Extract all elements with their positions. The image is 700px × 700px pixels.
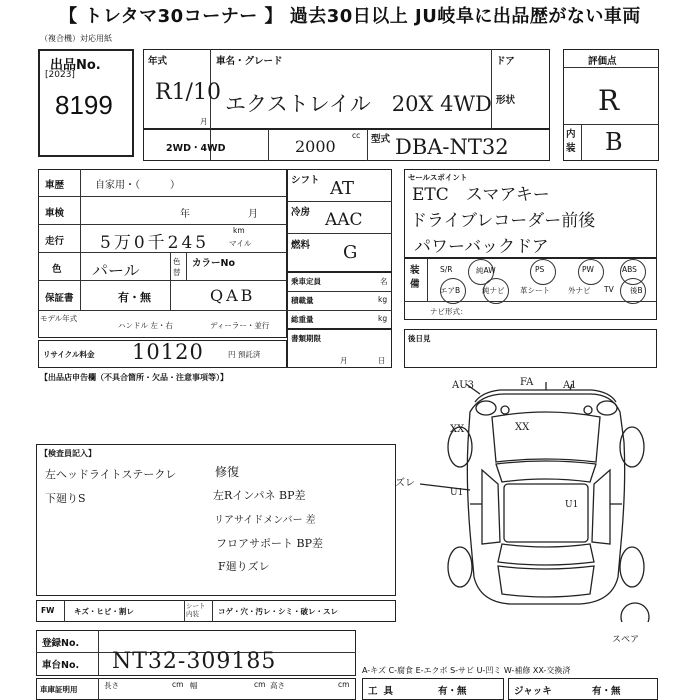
- dims-label: 車庫証明用: [40, 685, 78, 694]
- equip-ext-navi: 外ナビ: [568, 286, 591, 295]
- inspector-note-4: 左Rインパネ BP差: [213, 489, 306, 502]
- listing-number: 8199: [55, 90, 113, 120]
- equip-tv: TV: [604, 285, 614, 294]
- mark-front-bumper: AU3: [452, 380, 475, 391]
- mileage-unit-km: km: [233, 226, 245, 235]
- equipment-label: 装備: [410, 265, 420, 290]
- gross-label: 総重量: [291, 315, 314, 324]
- banner-title: 【 トレタマ30コーナー 】 過去30日以上 JU岐阜に出品歴がない車両: [59, 6, 641, 27]
- dims-height: 高さ: [270, 681, 285, 690]
- registration-day-unit: 日: [378, 356, 386, 365]
- drive-label: 2WD・4WD: [166, 143, 226, 154]
- mark-front-center: FA: [520, 377, 534, 388]
- recycle-label: リサイクル料金: [43, 350, 95, 359]
- mark-left-front: XX: [450, 424, 465, 435]
- sales-point-label: セールスポイント: [408, 173, 468, 182]
- equip-sr: S/R: [440, 265, 453, 274]
- later-date-label: 後日見: [408, 334, 431, 343]
- equip-abs: ABS: [622, 265, 637, 274]
- color-no-label: カラーNo: [192, 258, 235, 269]
- reg-no-label: 登録No.: [42, 638, 80, 649]
- code-fw: FW: [41, 606, 55, 615]
- equip-navi: 純ナビ: [482, 286, 505, 295]
- dims-length-unit: cm: [172, 680, 184, 689]
- car-name-value: エクストレイル 20X 4WD: [225, 92, 492, 116]
- sales-point-line-2: ドライブレコーダー前後: [410, 211, 596, 231]
- equip-airbag: エアB: [440, 286, 461, 295]
- sheet-note-top: （複合機）対応用紙: [40, 34, 112, 43]
- inspection-month-unit: 月: [248, 209, 258, 220]
- ac-value: AAC: [325, 210, 363, 230]
- mark-right-door: U1: [565, 500, 579, 510]
- sales-point-line-3: パワーバックドア: [414, 237, 549, 257]
- exhibitor-note-label: 【出品店申告欄（不具合箇所・欠品・注意事項等）】: [40, 373, 228, 382]
- mark-left-side: ズレ: [395, 478, 415, 489]
- equip-alloy: 純AW: [476, 266, 496, 275]
- car-diagram: [400, 372, 670, 622]
- chassis-label: 車台No.: [42, 660, 80, 671]
- interior-label: 内装: [566, 129, 576, 154]
- jack-label: ジャッキ: [514, 686, 552, 697]
- inspector-note-6: フロアサポート BP差: [216, 537, 323, 550]
- shift-label: シフト: [291, 175, 320, 186]
- dims-height-unit: cm: [338, 680, 350, 689]
- tools-value: 有・無: [438, 686, 467, 697]
- inspector-label: 【検査員記入】: [40, 449, 96, 458]
- inspector-note-5: リアサイドメンバー 差: [214, 515, 316, 526]
- door-label: ドア: [496, 56, 515, 67]
- inspector-note-1: 左ヘッドライトステークレ: [45, 468, 177, 481]
- listing-label: 出品No.: [50, 58, 101, 73]
- history-label: 車歴: [45, 180, 65, 191]
- score-label: 評価点: [588, 56, 617, 67]
- listing-year-tag: [2023]: [45, 70, 75, 80]
- year-value: R1/10: [155, 80, 221, 105]
- capacity-label: 乗車定員: [291, 277, 321, 286]
- interior-value: B: [605, 128, 623, 156]
- color-change-label: 色替: [173, 257, 181, 277]
- fuel-label: 燃料: [291, 240, 311, 251]
- mileage-label: 走行: [45, 236, 65, 247]
- chassis-value: NT32-309185: [112, 649, 277, 674]
- warranty-value: 有・無: [118, 291, 151, 304]
- history-block: [38, 169, 287, 338]
- later-date-box: [404, 329, 657, 368]
- inspection-year-unit: 年: [180, 209, 190, 220]
- color-no-value: QAB: [210, 286, 256, 305]
- spare-label: スペア: [612, 635, 640, 645]
- steering-label: ハンドル 左・右: [118, 321, 173, 330]
- tools-label: 工具: [368, 686, 400, 697]
- inspector-note-2: 下廻りS: [45, 492, 86, 505]
- mileage-value: 5万0千245: [100, 233, 210, 253]
- mark-left-door: U1: [450, 488, 464, 498]
- year-month-unit: 月: [200, 117, 208, 126]
- car-name-label: 車名・グレード: [216, 56, 283, 67]
- color-label: 色: [52, 264, 62, 275]
- color-value: パール: [92, 261, 140, 280]
- jack-value: 有・無: [592, 686, 621, 697]
- displacement-value: 2000: [295, 137, 336, 156]
- load-unit: kg: [378, 295, 388, 304]
- registration-label: 書類期限: [291, 334, 321, 343]
- code-scratch: キズ・ヒビ・割レ: [74, 607, 134, 616]
- code-burn: コゲ・穴・汚レ・シミ・破レ・スレ: [218, 607, 338, 616]
- equip-leather: 革シート: [520, 286, 550, 295]
- inspection-label: 車検: [45, 208, 65, 219]
- dealer-label: ディーラー・並行: [210, 321, 270, 330]
- shape-label: 形状: [496, 95, 516, 106]
- history-value: 自家用・（ ）: [95, 180, 180, 191]
- dims-width-unit: cm: [254, 680, 266, 689]
- dims-length: 長さ: [104, 681, 119, 690]
- equip-ps: PS: [535, 265, 545, 274]
- mark-hood: XX: [515, 422, 530, 433]
- model-type-label: 型式: [371, 134, 391, 145]
- model-year-label: モデル年式: [40, 314, 78, 323]
- equip-pw: PW: [582, 265, 594, 274]
- score-value: R: [598, 84, 620, 117]
- inspector-note-7: F廻りズレ: [218, 560, 270, 573]
- displacement-unit: cc: [352, 131, 361, 140]
- dims-width: 幅: [190, 681, 198, 690]
- gross-unit: kg: [378, 314, 388, 323]
- recycle-unit: 円 預託済: [228, 350, 261, 359]
- year-label: 年式: [148, 56, 168, 67]
- ac-label: 冷房: [291, 207, 311, 218]
- model-type-value: DBA-NT32: [395, 135, 509, 159]
- warranty-label: 保証書: [45, 293, 74, 304]
- sales-point-line-1: ETC スマアキー: [412, 185, 550, 205]
- mark-front-right: A1: [563, 380, 577, 391]
- capacity-unit: 名: [380, 277, 388, 286]
- navi-type-label: ナビ形式：: [430, 307, 468, 316]
- shift-value: AT: [330, 178, 355, 199]
- registration-month-unit: 月: [340, 356, 348, 365]
- code-seat: シート内装: [186, 602, 206, 618]
- legend: A-キズ C-腐食 E-エクボ S-サビ U-凹ミ W-補修 XX-交換済: [362, 666, 571, 675]
- load-label: 積載量: [291, 296, 314, 305]
- inspector-note-3: 修復: [215, 465, 240, 479]
- mileage-unit-mile: マイル: [229, 239, 252, 248]
- equip-rear-b: 後B: [630, 286, 643, 295]
- recycle-value: 10120: [132, 340, 204, 364]
- fuel-value: G: [343, 242, 358, 263]
